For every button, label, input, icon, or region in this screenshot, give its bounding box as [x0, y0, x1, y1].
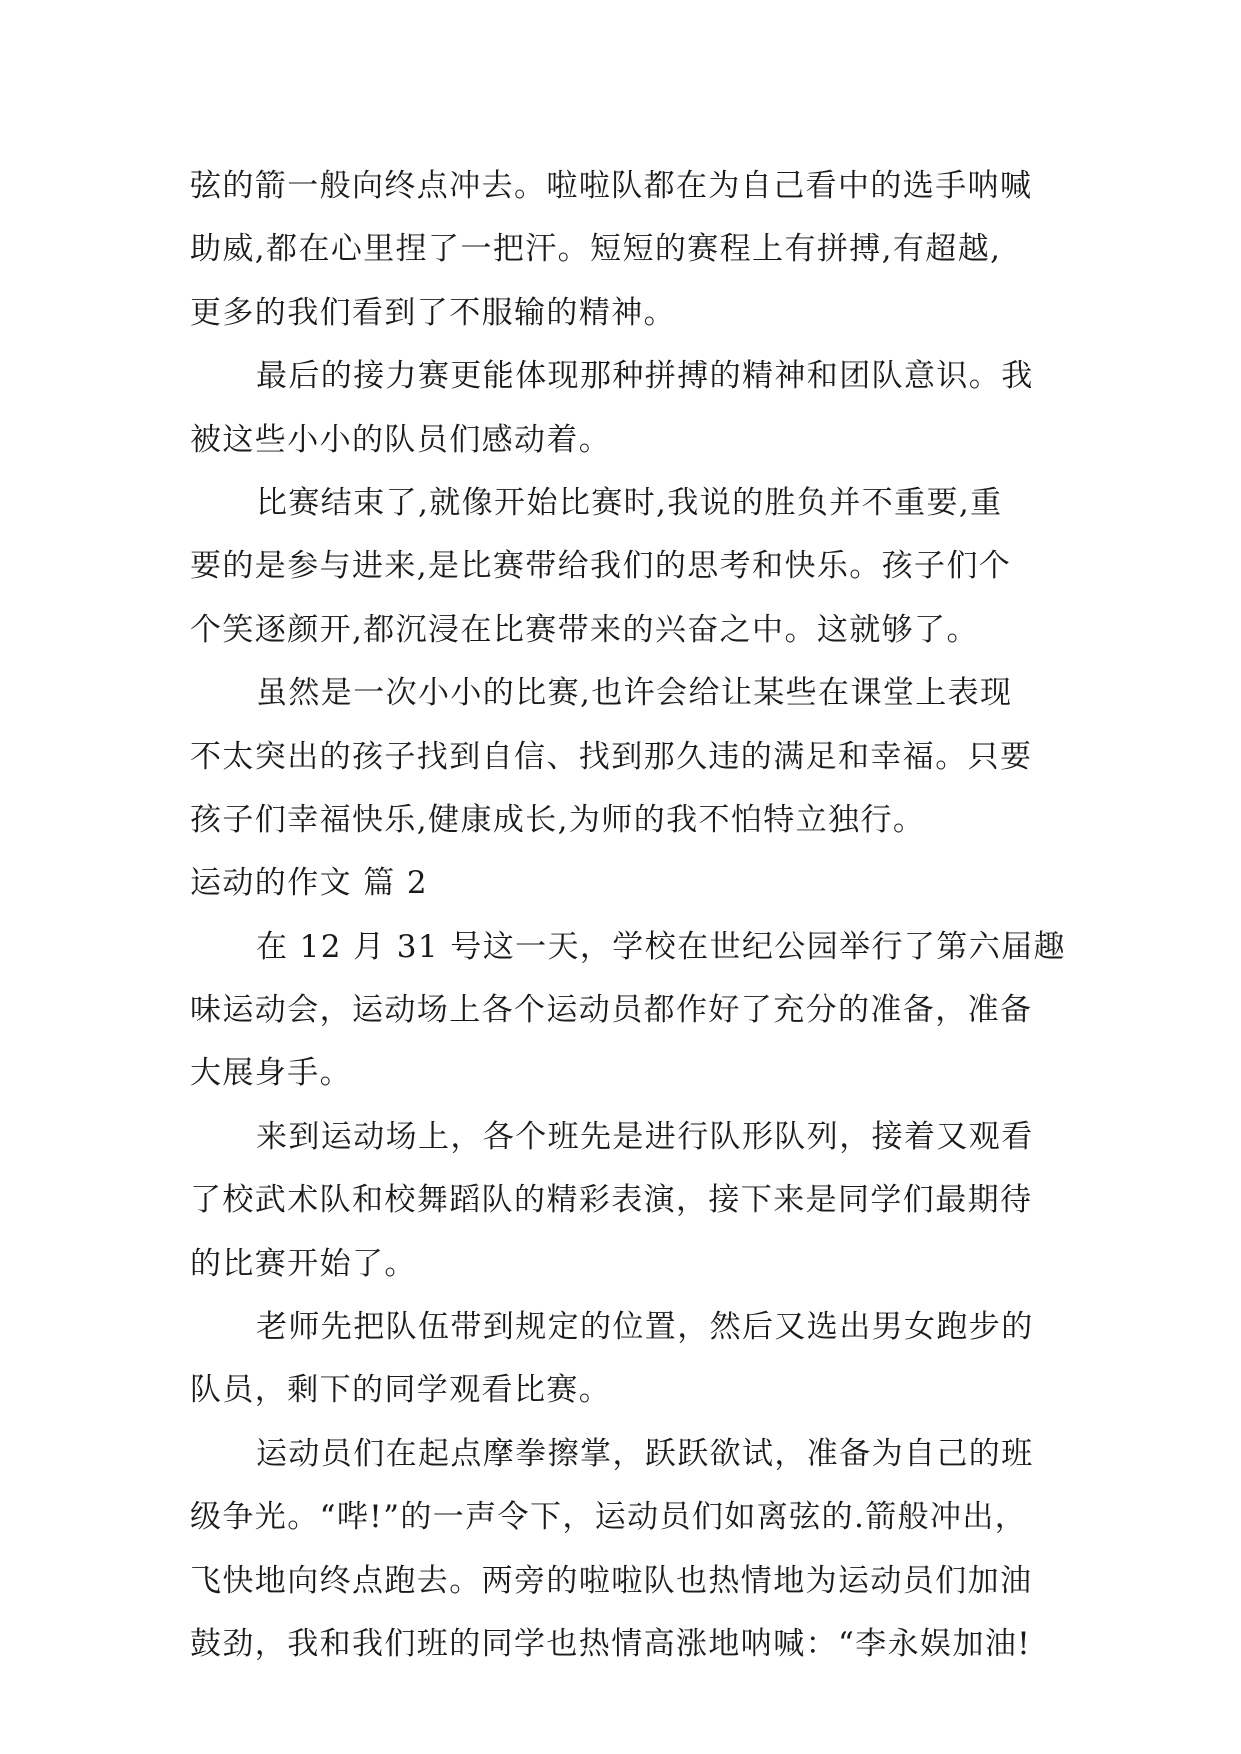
- text-line: 大展身手。: [190, 1055, 352, 1092]
- text-line: 不太突出的孩子找到自信、找到那久违的满足和幸福。只要: [190, 738, 1033, 775]
- paragraph-start-line: 在 12 月 31 号这一天，学校在世纪公园举行了第六届趣: [256, 928, 1066, 965]
- paragraph-start-line: 运动员们在起点摩拳擦掌，跃跃欲试，准备为自己的班: [256, 1435, 1034, 1472]
- text-line: 更多的我们看到了不服输的精神。: [190, 294, 676, 331]
- paragraph-start-line: 虽然是一次小小的比赛,也许会给让某些在课堂上表现: [256, 675, 1013, 712]
- text-line: 味运动会，运动场上各个运动员都作好了充分的准备，准备: [190, 992, 1033, 1029]
- text-line: 助威,都在心里捏了一把汗。短短的赛程上有拼搏,有超越,: [190, 231, 1002, 268]
- text-line: 个笑逐颜开,都沉浸在比赛带来的兴奋之中。这就够了。: [190, 611, 979, 648]
- text-line: 弦的箭一般向终点冲去。啦啦队都在为自己看中的选手呐喊: [190, 168, 1033, 204]
- paragraph-start-line: 来到运动场上，各个班先是进行队形队列，接着又观看: [256, 1118, 1034, 1155]
- document-body: [190, 155, 1070, 1676]
- text-line: 了校武术队和校舞蹈队的精彩表演，接下来是同学们最期待: [190, 1182, 1033, 1219]
- text-line: 飞快地向终点跑去。两旁的啦啦队也热情地为运动员们加油: [190, 1562, 1033, 1599]
- text-line: 级争光。“哔!”的一声令下，运动员们如离弦的.箭般冲出，: [190, 1499, 1028, 1536]
- paragraph-start-line: 老师先把队伍带到规定的位置，然后又选出男女跑步的: [256, 1309, 1034, 1346]
- section-heading: 运动的作文 篇 2: [190, 865, 429, 902]
- paragraph-start-line: 最后的接力赛更能体现那种拼搏的精神和团队意识。我: [256, 358, 1034, 395]
- text-line: 的比赛开始了。: [190, 1245, 417, 1282]
- paragraph-start-line: 比赛结束了,就像开始比赛时,我说的胜负并不重要,重: [256, 484, 1003, 521]
- text-line: 队员，剩下的同学观看比赛。: [190, 1372, 612, 1409]
- text-line: 要的是参与进来,是比赛带给我们的思考和快乐。孩子们个: [190, 548, 1012, 585]
- text-line: 被这些小小的队员们感动着。: [190, 421, 612, 458]
- text-line: 孩子们幸福快乐,健康成长,为师的我不怕特立独行。: [190, 801, 926, 838]
- text-line: 鼓劲，我和我们班的同学也热情高涨地呐喊：“李永娱加油!: [190, 1625, 1032, 1662]
